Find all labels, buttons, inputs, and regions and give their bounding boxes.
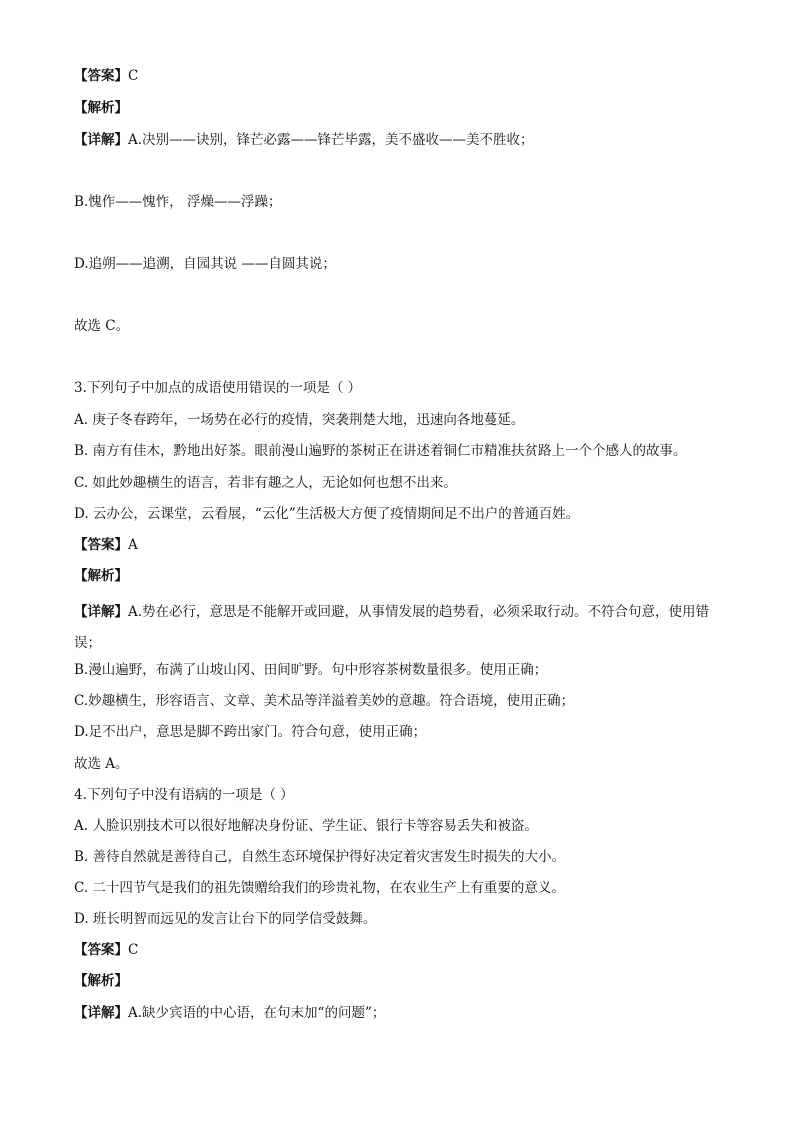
explanation-3-b: B.漫山遍野，布满了山坡山冈、田间旷野。句中形容茶树数量很多。使用正确； [74,662,548,678]
answer-label: 【答案】 [74,537,128,553]
answer-value: C [128,942,139,958]
analysis-label-2: 【解析】 [74,568,128,584]
question-3-option-c: C. 如此妙趣横生的语言，若非有趣之人，无论如何也想不出来。 [74,475,457,491]
question-3-option-d: D. 云办公，云课堂，云看展，“云化”生活极大方便了疫情期间足不出户的普通百姓。 [74,506,580,522]
conclusion-1: 故选 C。 [74,318,130,334]
analysis-label-1: 【解析】 [74,100,128,116]
detail-line-1 [74,130,534,150]
question-4-option-a: A. 人脸识别技术可以很好地解决身份证、学生证、银行卡等容易丢失和被盗。 [74,818,538,834]
answer-value: C [128,68,139,84]
question-3-option-a: A. 庚子冬春跨年，一场势在必行的疫情，突袭荆楚大地，迅速向各地蔓延。 [74,412,525,428]
answer-line-2 [74,535,138,555]
answer-label: 【答案】 [74,68,128,84]
detail-label: 【详解】 [74,604,128,620]
question-4-option-c: C. 二十四节气是我们的祖先馈赠给我们的珍贵礼物，在农业生产上有重要的意义。 [74,880,565,896]
detail-line-3 [74,1003,385,1023]
detail-text: A.势在必行，意思是不能解开或回避，从事情发展的趋势看，必须采取行动。不符合句意，使用错误； [74,604,710,651]
question-4-stem: 4.下列句子中没有语病的一项是（ ） [74,787,294,803]
answer-line-1 [74,66,138,86]
detail-label: 【详解】 [74,1005,128,1021]
answer-line-3 [74,940,138,960]
answer-label: 【答案】 [74,942,128,958]
conclusion-2: 故选 A。 [74,756,129,772]
detail-line-b1: B.愧作——愧怍， 浮燥——浮躁； [74,194,282,210]
detail-text: A.缺少宾语的中心语，在句末加“的问题”； [128,1005,386,1021]
detail-label: 【详解】 [74,132,128,148]
answer-value: A [128,537,138,553]
detail-line-2 [74,597,724,659]
question-4-option-b: B. 善待自然就是善待自己，自然生态环境保护得好决定着灾害发生时损失的大小。 [74,849,566,865]
detail-line-d1: D.追朔——追溯，自园其说 ——自圆其说； [74,256,336,272]
question-3-option-b: B. 南方有佳木，黔地出好茶。眼前漫山遍野的茶树正在讲述着铜仁市精准扶贫路上一个个感人的故事。 [74,443,687,459]
analysis-label-3: 【解析】 [74,973,128,989]
question-4-option-d: D. 班长明智而远见的发言让台下的同学信受鼓舞。 [74,911,377,927]
question-3-stem: 3.下列句子中加点的成语使用错误的一项是（ ） [74,380,362,396]
detail-text: A.决别——诀别，锋芒必露——锋芒毕露，美不盛收——美不胜收； [128,132,534,148]
explanation-3-d: D.足不出户，意思是脚不跨出家门。符合句意，使用正确； [74,724,427,740]
explanation-3-c: C.妙趣横生，形容语言、文章、美术品等洋溢着美妙的意趣。符合语境，使用正确； [74,693,575,709]
